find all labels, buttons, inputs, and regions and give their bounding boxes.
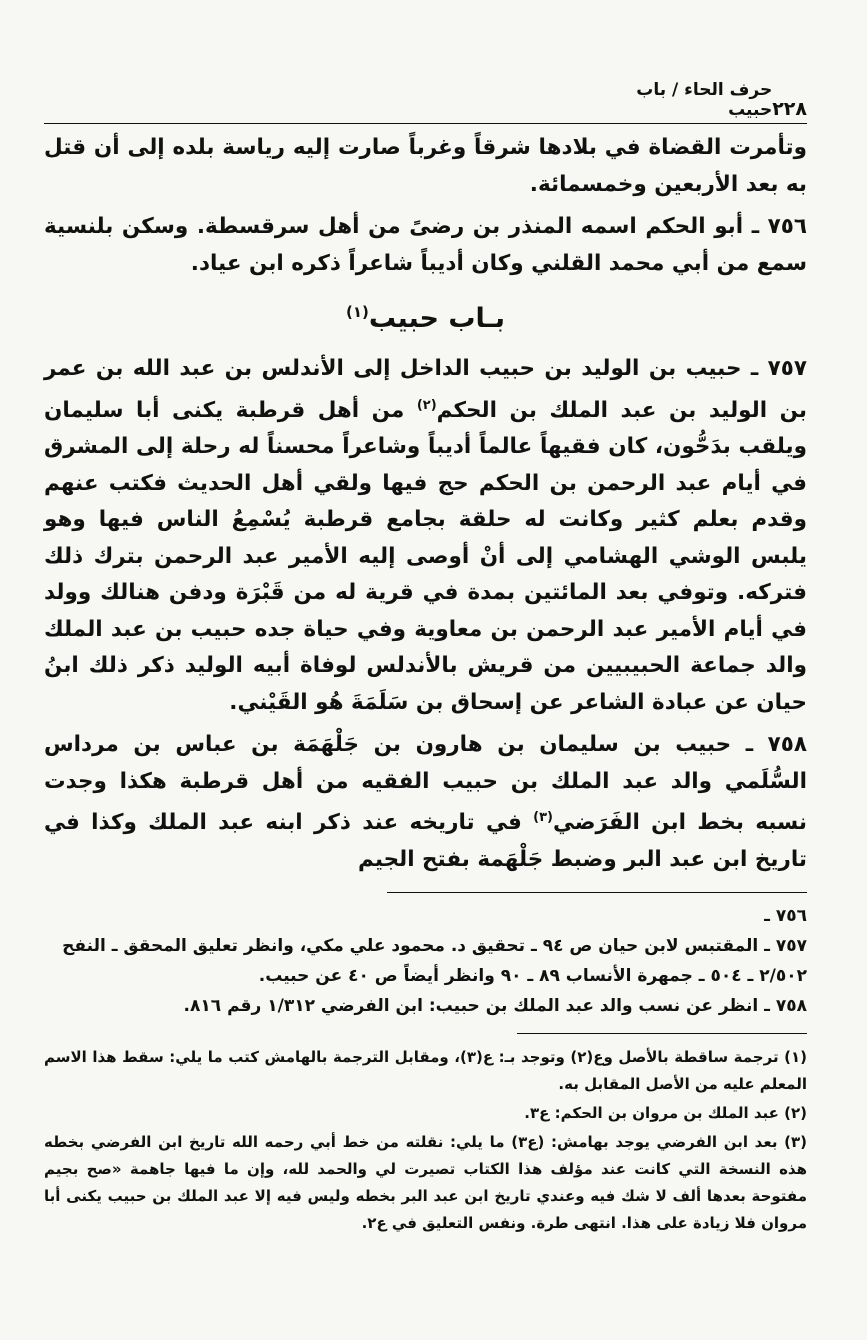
running-header <box>44 80 807 124</box>
reference-756: ٧٥٦ ـ <box>764 906 807 927</box>
reference-758: ٧٥٨ ـ انظر عن نسب والد عبد الملك بن حبيب: ابن الفرضي ١/٣١٢ رقم ٨١٦. <box>183 996 807 1017</box>
entry-758-part1: ٧٥٨ ـ حبيب بن سليمان بن هارون بن جَلْهَمَة بن عباس بن مرداس السُّلَمي والد عبد الملك بن حبيب الفقيه من أهل قرطبة هكذا وجدت نسبه بخط ابن الفَرَضي <box>44 732 808 836</box>
reference-757: ٧٥٧ ـ المقتبس لابن حيان ص ٩٤ ـ تحقيق د. محمود علي مكي، وانظر تعليق المحقق ـ النفح ٢/٥٠٢ ـ ٥٠٤ ـ جمهرة الأنساب ٨٩ ـ ٩٠ وانظر أيضاً ص ٤٠ عن حبيب. <box>62 936 807 987</box>
chapter-note-marker: (١) <box>346 303 369 321</box>
references-divider <box>387 892 807 893</box>
footnote-1: (١) ترجمة ساقطة بالأصل وع(٢) وتوجد بـ: ع(٣)، ومقابل الترجمة بالهامش كتب ما يلي: سقط هذا الاسم المعلم عليه من الأصل المقابل به. <box>44 1048 807 1094</box>
entry-758-part2: في تاريخه عند ذكر ابنه عبد الملك وكذا في تاريخ ابن عبد البر وضبط جَلْهَمة بفتح الجيم <box>44 810 807 872</box>
entry-757 <box>44 351 807 721</box>
note-marker-2: (٢) <box>416 397 437 413</box>
references-block <box>44 901 807 1021</box>
footnotes-block <box>44 1044 807 1237</box>
chapter-title: بـاب حبيب <box>368 303 505 334</box>
entry-756: ٧٥٦ ـ أبو الحكم اسمه المنذر بن رضىً من أهل سرقسطة. وسكن بلنسية سمع من أبي محمد القلني وكان أديباً شاعراً ذكره ابن عياد. <box>44 214 807 276</box>
page-number: ٢٢٨ <box>772 98 807 120</box>
paragraph-continuation: وتأمرت القضاة في بلادها شرقاً وغرباً صارت إليه رياسة بلده إلى أن قتل به بعد الأربعين وخمسمائة. <box>44 135 807 197</box>
footnotes-divider <box>517 1033 807 1034</box>
note-marker-3: (٣) <box>533 810 553 826</box>
entry-758 <box>44 727 807 878</box>
footnote-3: (٣) بعد ابن الفرضي يوجد بهامش: (ع٣) ما يلي: نقلته من خط أبي رحمه الله تاريخ ابن الفرضي بخطه هذه النسخة التي كانت عند مؤلف هذا الكتاب تصيرت لي والحمد لله، وإن ما فيها جاهمة «صح بجيم مفتوحة بعدها ألف لا شك فيه وعندي تاريخ ابن عبد البر بخطه وليس فيه إلا عبد الملك بن حبيب يكنى أبا مروان فلا زيادة على هذا. انتهى طرة. ونفس التعليق في ع٢. <box>44 1133 807 1233</box>
entry-757-part1: ٧٥٧ ـ حبيب بن الوليد بن حبيب الداخل إلى الأندلس بن عبد الله بن عمر بن الوليد بن عبد الملك بن الحكم <box>44 356 807 423</box>
footnote-2: (٢) عبد الملك بن مروان بن الحكم: ع٣. <box>524 1104 807 1123</box>
entry-757-part2: من أهل قرطبة يكنى أبا سليمان ويلقب بدَحُّون، كان فقيهاً عالماً أديباً وشاعراً محسناً له رحلة إلى المشرق في أيام عبد الرحمن بن الحكم حج فيها ولقي أهل الحديث فكتب عنهم وقدم بعلم كثير وكانت له حلقة بجامع قرطبة يُسْمِعُ الناس فيها وهو يلبس الوشي الهشامي إلى أنْ أوصى إليه الأمير عبد الرحمن بترك ذلك فتركه. وتوفي بعد المائتين بمدة في قرية له من قَبْرَة ودفن هنالك وولد في أيام الأمير عبد الرحمن بن معاوية وفي حياة جده حبيب بن عبد الملك والد جماعة الحبيبيين من قريش بالأندلس لوفاة أبيه الوليد ذكر ذلك ابنُ حيان عن عبادة الشاعر عن إسحاق بن سَلَمَةَ هُو القَيْني. <box>44 397 807 715</box>
chapter-heading <box>44 292 807 339</box>
running-title: حرف الحاء / باب حبيب <box>636 80 773 120</box>
